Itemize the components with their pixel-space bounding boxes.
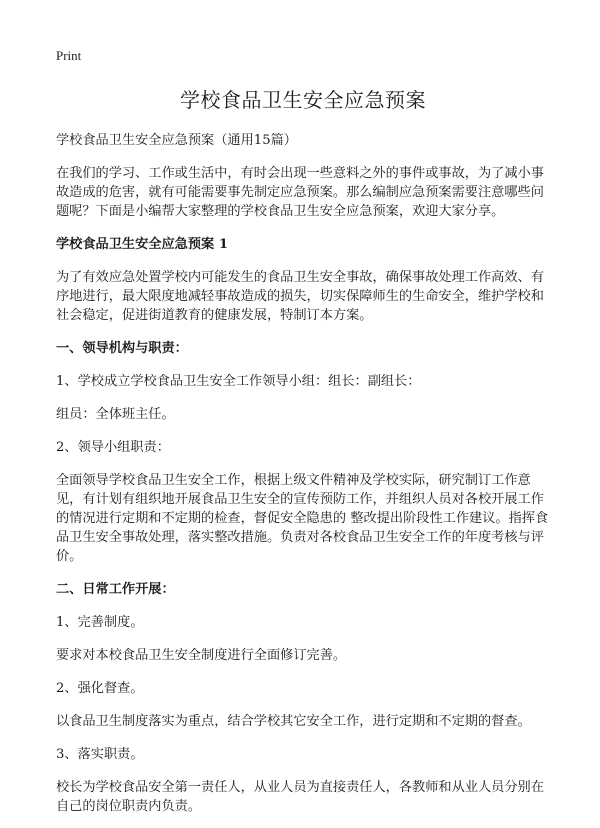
section-2-heading: 二、日常工作开展： — [56, 582, 175, 597]
section-1-heading: 一、领导机构与职责： — [56, 341, 188, 356]
plan-1-purpose-paragraph: 为了有效应急处置学校内可能发生的食品卫生安全事故，确保事故处理工作高效、有序地进行，最大限度地减轻事故造成的损失，切实保障师生的生命安全，维护学校和社会稳定，促进街道教育的健康发展，特制订本方案。 — [56, 270, 544, 323]
section-2-item-3-text: 校长为学校食品安全第一责任人，从业人员为直接责任人，各教师和从业人员分别在自己的岗位职责内负责。 — [56, 780, 544, 814]
page-title: 学校食品卫生安全应急预案 — [180, 88, 426, 112]
print-label: Print — [56, 48, 82, 63]
intro-paragraph: 在我们的学习、工作或生活中，有时会出现一些意料之外的事件或事故，为了减小事故造成的危害，就有可能需要事先制定应急预案。那么编制应急预案需要注意哪些问题呢？下面是小编帮大家整理的学校食品卫生安全应急预案，欢迎大家分享。 — [56, 166, 544, 219]
plan-1-heading: 学校食品卫生安全应急预案 1 — [56, 237, 229, 252]
section-1-item-2: 2、领导小组职责： — [56, 440, 170, 455]
section-2-item-2: 2、强化督查。 — [56, 681, 144, 696]
document-subtitle: 学校食品卫生安全应急预案（通用15篇） — [56, 133, 297, 148]
section-1-item-1: 1、学校成立学校食品卫生安全工作领导小组：组长：副组长： — [56, 374, 421, 389]
section-2-item-1: 1、完善制度。 — [56, 615, 144, 630]
section-2-item-1-text: 要求对本校食品卫生安全制度进行全面修订完善。 — [56, 648, 347, 663]
section-1-members: 组员：全体班主任。 — [56, 407, 175, 422]
section-2-item-2-text: 以食品卫生制度落实为重点，结合学校其它安全工作，进行定期和不定期的督查。 — [56, 714, 531, 729]
section-2-item-3: 3、落实职责。 — [56, 747, 144, 762]
section-1-duties-paragraph: 全面领导学校食品卫生安全工作，根据上级文件精神及学校实际，研究制订工作意见，有计划有组织地开展食品卫生安全的宣传预防工作，并组织人员对各校开展工作的情况进行定期和不定期的检查，督促安全隐患的 整改提出阶段性工作建议。指挥食品卫生安全事故处理，落实整改措施。负责对各校食品卫生安全工作的年度考核与评价。 — [56, 473, 549, 564]
